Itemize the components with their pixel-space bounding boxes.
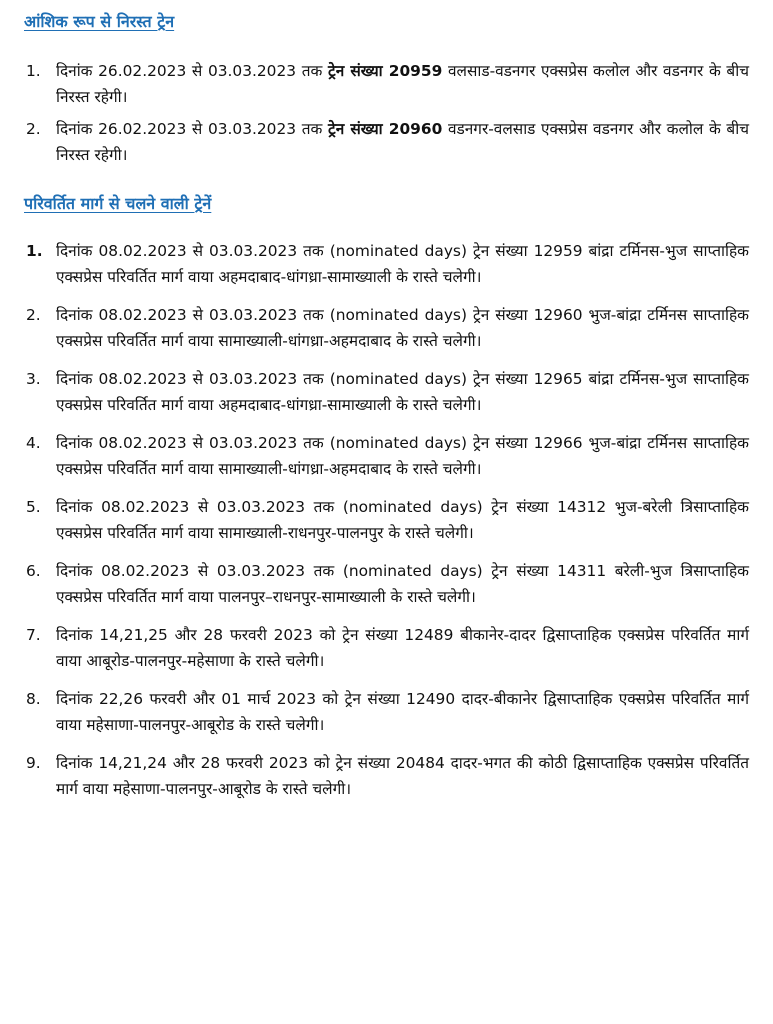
item-text-post: वलसाड-वडनगर एक्सप्रेस कलोल और वडनगर के बीच निरस्त रहेगी। xyxy=(56,62,749,106)
diverted-trains-list xyxy=(24,238,749,802)
item-number: 9. xyxy=(26,754,41,772)
item-number: 5. xyxy=(26,498,41,516)
item-text-pre: दिनांक 26.02.2023 से 03.03.2023 तक xyxy=(56,62,328,80)
item-number: 8. xyxy=(26,690,41,708)
section-heading-diverted-route: परिवर्तित मार्ग से चलने वाली ट्रेनें xyxy=(24,194,212,213)
item-text: दिनांक 08.02.2023 से 03.03.2023 तक (nominated days) ट्रेन संख्या 12959 बांद्रा टर्मिनस-भुज साप्ताहिक एक्सप्रेस परिवर्तित मार्ग वाया अहमदाबाद-धांगध्रा-सामाख्याली के रास्ते चलेगी। xyxy=(56,242,749,286)
train-number: ट्रेन संख्या 20959 xyxy=(327,62,443,80)
list-item xyxy=(24,494,749,546)
list-item xyxy=(24,622,749,674)
train-number: ट्रेन संख्या 20960 xyxy=(327,120,443,138)
section-heading-partially-cancelled: आंशिक रूप से निरस्त ट्रेन xyxy=(24,12,175,31)
list-item xyxy=(24,558,749,610)
item-text-pre: दिनांक 26.02.2023 से 03.03.2023 तक xyxy=(56,120,328,138)
item-text: दिनांक 08.02.2023 से 03.03.2023 तक (nominated days) ट्रेन संख्या 14311 बरेली-भुज त्रिसाप्ताहिक एक्सप्रेस परिवर्तित मार्ग वाया पालनपुर–राधनपुर-सामाख्याली के रास्ते चलेगी। xyxy=(56,562,749,606)
list-item xyxy=(24,116,749,168)
item-text: दिनांक 14,21,24 और 28 फरवरी 2023 को ट्रेन संख्या 20484 दादर-भगत की कोठी द्विसाप्ताहिक एक्सप्रेस परिवर्तित मार्ग वाया महेसाणा-पालनपुर-आबूरोड के रास्ते चलेगी। xyxy=(56,754,749,798)
item-number: 2. xyxy=(26,306,41,324)
item-text: दिनांक 08.02.2023 से 03.03.2023 तक (nominated days) ट्रेन संख्या 14312 भुज-बरेली त्रिसाप्ताहिक एक्सप्रेस परिवर्तित मार्ग वाया सामाख्याली-राधनपुर-पालनपुर के रास्ते चलेगी। xyxy=(56,498,749,542)
list-item xyxy=(24,302,749,354)
item-number: 1. xyxy=(26,242,43,260)
item-number: 4. xyxy=(26,434,41,452)
list-item xyxy=(24,686,749,738)
item-text: दिनांक 22,26 फरवरी और 01 मार्च 2023 को ट्रेन संख्या 12490 दादर-बीकानेर द्विसाप्ताहिक एक्सप्रेस परिवर्तित मार्ग वाया महेसाणा-पालनपुर-आबूरोड के रास्ते चलेगी। xyxy=(56,690,749,734)
list-item xyxy=(24,430,749,482)
item-text: दिनांक 08.02.2023 से 03.03.2023 तक (nominated days) ट्रेन संख्या 12965 बांद्रा टर्मिनस-भुज साप्ताहिक एक्सप्रेस परिवर्तित मार्ग वाया अहमदाबाद-धांगध्रा-सामाख्याली के रास्ते चलेगी। xyxy=(56,370,749,414)
item-text-post: वडनगर-वलसाड एक्सप्रेस वडनगर और कलोल के बीच निरस्त रहेगी। xyxy=(56,120,749,164)
item-text: दिनांक 08.02.2023 से 03.03.2023 तक (nominated days) ट्रेन संख्या 12960 भुज-बांद्रा टर्मिनस साप्ताहिक एक्सप्रेस परिवर्तित मार्ग वाया सामाख्याली-धांगध्रा-अहमदाबाद के रास्ते चलेगी। xyxy=(56,306,749,350)
item-text: दिनांक 14,21,25 और 28 फरवरी 2023 को ट्रेन संख्या 12489 बीकानेर-दादर द्विसाप्ताहिक एक्सप्रेस परिवर्तित मार्ग वाया आबूरोड-पालनपुर-महेसाणा के रास्ते चलेगी। xyxy=(56,626,749,670)
item-number: 3. xyxy=(26,370,41,388)
list-item xyxy=(24,238,749,290)
item-number: 7. xyxy=(26,626,41,644)
cancelled-trains-list xyxy=(24,58,749,168)
list-item xyxy=(24,58,749,110)
list-item xyxy=(24,750,749,802)
item-text: दिनांक 08.02.2023 से 03.03.2023 तक (nominated days) ट्रेन संख्या 12966 भुज-बांद्रा टर्मिनस साप्ताहिक एक्सप्रेस परिवर्तित मार्ग वाया सामाख्याली-धांगध्रा-अहमदाबाद के रास्ते चलेगी। xyxy=(56,434,749,478)
item-number: 6. xyxy=(26,562,41,580)
item-number: 2. xyxy=(26,120,41,138)
item-number: 1. xyxy=(26,62,41,80)
list-item xyxy=(24,366,749,418)
